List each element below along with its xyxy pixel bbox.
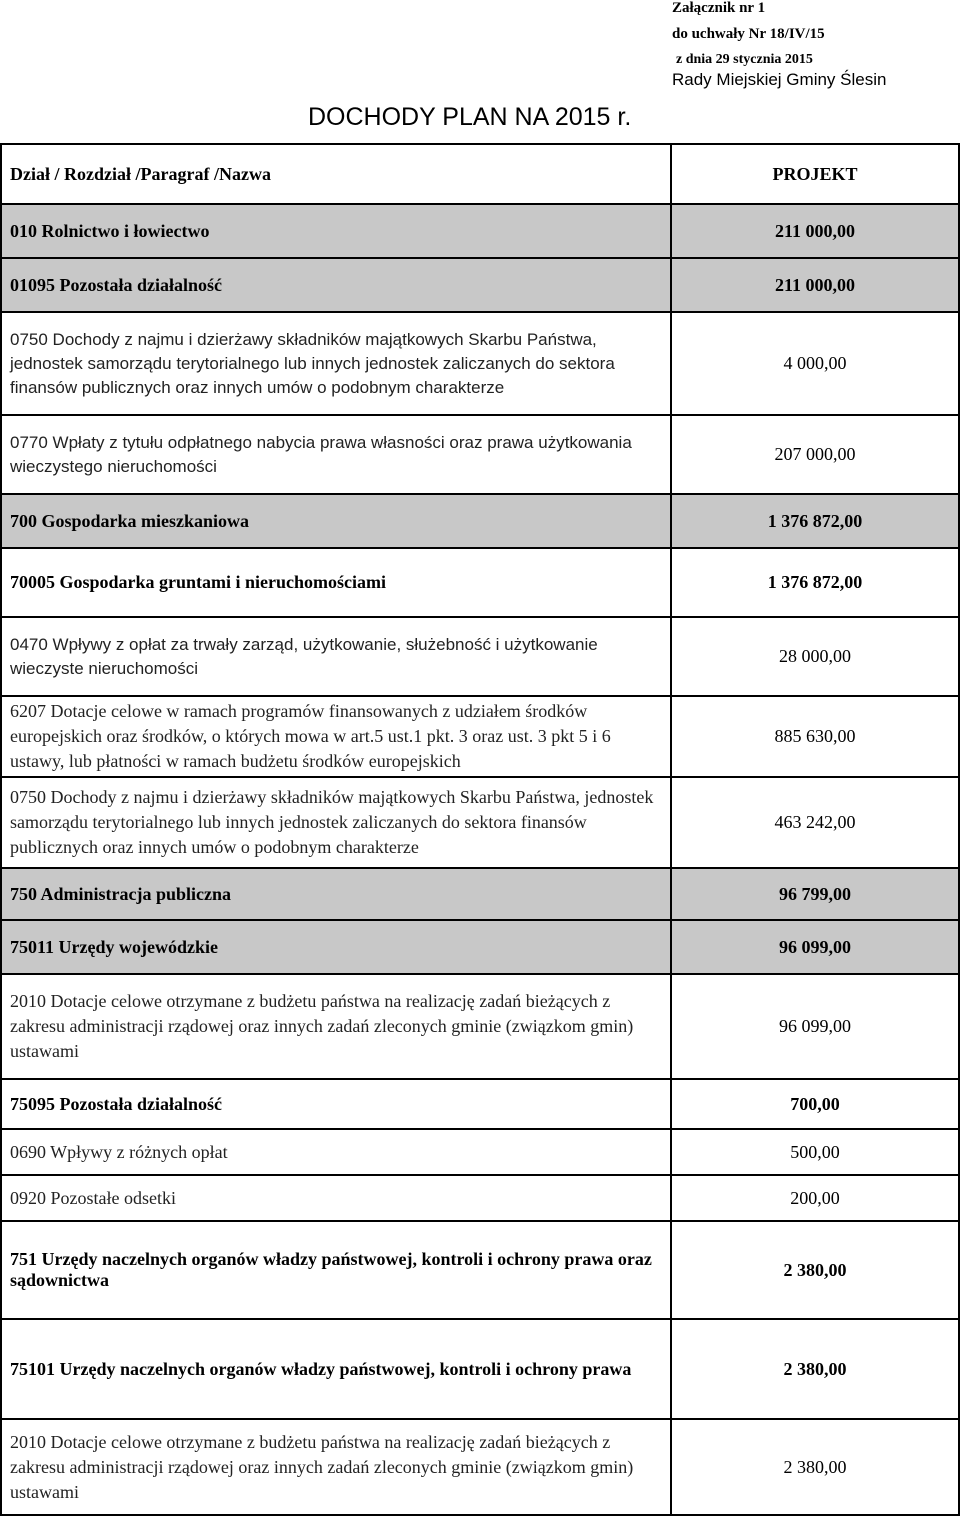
- column-header-name: Dział / Rozdział /Paragraf /Nazwa: [1, 144, 671, 204]
- row-name: 0770 Wpłaty z tytułu odpłatnego nabycia prawa własności oraz prawa użytkowania wieczystego nieruchomości: [1, 415, 671, 494]
- row-amount: 211 000,00: [671, 258, 959, 312]
- row-name: 0470 Wpływy z opłat za trwały zarząd, użytkowanie, służebność i użytkowanie wieczyste nieruchomości: [1, 617, 671, 696]
- table-row-paragraf: [1, 617, 959, 696]
- page-title: DOCHODY PLAN NA 2015 r.: [308, 103, 632, 131]
- attachment-label: Załącznik nr 1: [672, 0, 766, 16]
- date-label: z dnia 29 stycznia 2015: [676, 52, 813, 67]
- row-amount: 200,00: [671, 1175, 959, 1221]
- row-name: 751 Urzędy naczelnych organów władzy państwowej, kontroli i ochrony prawa oraz sądownictwa: [1, 1221, 671, 1319]
- row-name: 010 Rolnictwo i łowiectwo: [1, 204, 671, 258]
- row-amount: 96 099,00: [671, 974, 959, 1079]
- row-amount: 2 380,00: [671, 1419, 959, 1515]
- table-row-paragraf: [1, 777, 959, 868]
- row-amount: 211 000,00: [671, 204, 959, 258]
- budget-table: [0, 143, 960, 1516]
- row-amount: 207 000,00: [671, 415, 959, 494]
- table-header-row: [1, 144, 959, 204]
- row-name: 70005 Gospodarka gruntami i nieruchomościami: [1, 548, 671, 617]
- row-name: 0750 Dochody z najmu i dzierżawy składników majątkowych Skarbu Państwa, jednostek samorządu terytorialnego lub innych jednostek zaliczanych do sektora finansów publicznych oraz innych umów o podobnym charakterze: [1, 777, 671, 868]
- table-row-rozdzial: [1, 920, 959, 974]
- table-row-rozdzial: [1, 258, 959, 312]
- row-amount: 96 099,00: [671, 920, 959, 974]
- row-amount: 2 380,00: [671, 1221, 959, 1319]
- row-name: 6207 Dotacje celowe w ramach programów finansowanych z udziałem środków europejskich oraz środków, o których mowa w art.5 ust.1 pkt. 3 oraz ust. 3 pkt 5 i 6 ustawy, lub płatności w ramach budżetu środków europejskich: [1, 696, 671, 777]
- row-name: 75095 Pozostała działalność: [1, 1079, 671, 1129]
- council-label: [672, 70, 886, 90]
- council-text: Rady Miejskiej Gminy Ślesin: [672, 70, 887, 89]
- row-amount: 1 376 872,00: [671, 494, 959, 548]
- row-amount: 4 000,00: [671, 312, 959, 415]
- row-amount: 463 242,00: [671, 777, 959, 868]
- row-name: 700 Gospodarka mieszkaniowa: [1, 494, 671, 548]
- table-row-dzial: [1, 204, 959, 258]
- table-row-paragraf: [1, 415, 959, 494]
- row-amount: 1 376 872,00: [671, 548, 959, 617]
- row-amount: 885 630,00: [671, 696, 959, 777]
- row-amount: 96 799,00: [671, 868, 959, 920]
- table-row-paragraf: [1, 1129, 959, 1175]
- row-amount: 500,00: [671, 1129, 959, 1175]
- row-name: 2010 Dotacje celowe otrzymane z budżetu państwa na realizację zadań bieżących z zakresu administracji rządowej oraz innych zadań zleconych gminie (związkom gmin) ustawami: [1, 1419, 671, 1515]
- table-row-dzial: [1, 1221, 959, 1319]
- row-name: 2010 Dotacje celowe otrzymane z budżetu państwa na realizację zadań bieżących z zakresu administracji rządowej oraz innych zadań zleconych gminie (związkom gmin) ustawami: [1, 974, 671, 1079]
- row-amount: 28 000,00: [671, 617, 959, 696]
- table-row-paragraf: [1, 1419, 959, 1515]
- table-row-paragraf: [1, 696, 959, 777]
- row-amount: 2 380,00: [671, 1319, 959, 1419]
- table-row-dzial: [1, 868, 959, 920]
- table-row-dzial: [1, 494, 959, 548]
- table-row-rozdzial: [1, 1079, 959, 1129]
- column-header-amount: PROJEKT: [671, 144, 959, 204]
- table-row-paragraf: [1, 1175, 959, 1221]
- table-row-rozdzial: [1, 1319, 959, 1419]
- row-name: 75101 Urzędy naczelnych organów władzy państwowej, kontroli i ochrony prawa: [1, 1319, 671, 1419]
- row-name: 75011 Urzędy wojewódzkie: [1, 920, 671, 974]
- row-name: 01095 Pozostała działalność: [1, 258, 671, 312]
- row-name: 0920 Pozostałe odsetki: [1, 1175, 671, 1221]
- row-name: 0690 Wpływy z różnych opłat: [1, 1129, 671, 1175]
- table-row-paragraf: [1, 312, 959, 415]
- row-name: 0750 Dochody z najmu i dzierżawy składników majątkowych Skarbu Państwa, jednostek samorządu terytorialnego lub innych jednostek zaliczanych do sektora finansów publicznych oraz innych umów o podobnym charakterze: [1, 312, 671, 415]
- table-row-paragraf: [1, 974, 959, 1079]
- row-amount: 700,00: [671, 1079, 959, 1129]
- resolution-label: do uchwały Nr 18/IV/15: [672, 26, 825, 42]
- table-row-rozdzial: [1, 548, 959, 617]
- row-name: 750 Administracja publiczna: [1, 868, 671, 920]
